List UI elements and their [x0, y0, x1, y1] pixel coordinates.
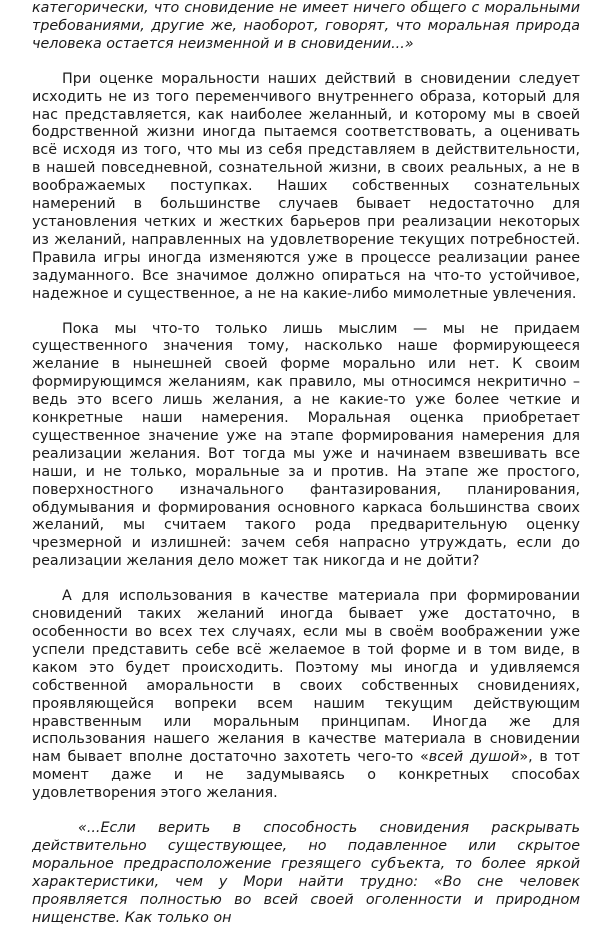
- paragraph-3-text-start: А для использования в качестве материала при формировании сновидений таких желаний иногда бывает уже достаточно, в особенности во всех тех случаях, если мы в своём воображении уже успели представить себе всё желаемое в той форме и в том виде, в каком это будет происходить. Поэтому мы иногда и удивляемся собственной аморальности в своих собственных сновидениях, проявляющейся вопреки всем нашим текущим действующим нравственным или моральным принципам. Иногда же для использования нашего желания в качестве материала в сновидении нам бывает вполне достаточно захотеть чего-то «: [32, 588, 580, 766]
- paragraph-3-text-end: », в тот момент даже и не задумываясь о конкретных способах удовлетворения этого желания.: [32, 749, 580, 802]
- paragraph-3: [32, 588, 580, 803]
- paragraph-2: Пока мы что-то только лишь мыслим — мы не придаем существенного значения тому, насколько наше формирующееся желание в нынешней своей форме морально или нет. К своим формирующимся желаниям, как правило, мы относимся некритично – ведь это всего лишь желания, а не какие-то уже более четкие и конкретные наши намерения. Моральная оценка приобретает существенное значение уже на этапе формирования намерения для реализации желания. Вот тогда мы уже и начинаем взвешивать все наши, и не только, моральные за и против. На этапе же простого, поверхностного изначального фантазирования, планирования, обдумывания и формирования основного каркаса большинства своих желаний, мы считаем такого рода предварительную оценку чрезмерной и излишней: зачем себя напрасно утруждать, если до реализации желания дело может так никогда и не дойти?: [32, 320, 580, 570]
- document-page: [32, 0, 580, 928]
- quote-continuation: категорически, что сновидение не имеет ничего общего с моральными требованиями, другие же, наоборот, говорят, что моральная природа человека остается неизменной и в сновидении...»: [32, 0, 580, 52]
- paragraph-3-emphasis: всей душой: [428, 749, 520, 766]
- quote-block: «...Если верить в способность сновидения раскрывать действительно существующее, но подавленное или скрытое моральное предрасположение грезящего субъекта, то более яркой характеристики, чем у Мори найти трудно: «Во сне человек проявляется полностью во всей своей оголенности и природном нищенстве. Как только он: [32, 820, 580, 926]
- paragraph-1: При оценке моральности наших действий в сновидении следует исходить не из того переменчивого внутреннего образа, который для нас представляется, как наиболее желанный, и которому мы в своей бодрственной жизни иногда пытаемся соответствовать, а оценивать всё исходя из того, что мы из себя представляем в действительности, в нашей повседневной, сознательной жизни, в своих реальных, а не в воображаемых поступках. Наших собственных сознательных намерений в большинстве случаев бывает недостаточно для установления четких и жестких барьеров при реализации некоторых из желаний, направленных на удовлетворение текущих потребностей. Правила игры иногда изменяются уже в процессе реализации ранее задуманного. Все значимое должно опираться на что-то устойчивое, надежное и существенное, а не на какие-либо мимолетные увлечения.: [32, 70, 580, 302]
